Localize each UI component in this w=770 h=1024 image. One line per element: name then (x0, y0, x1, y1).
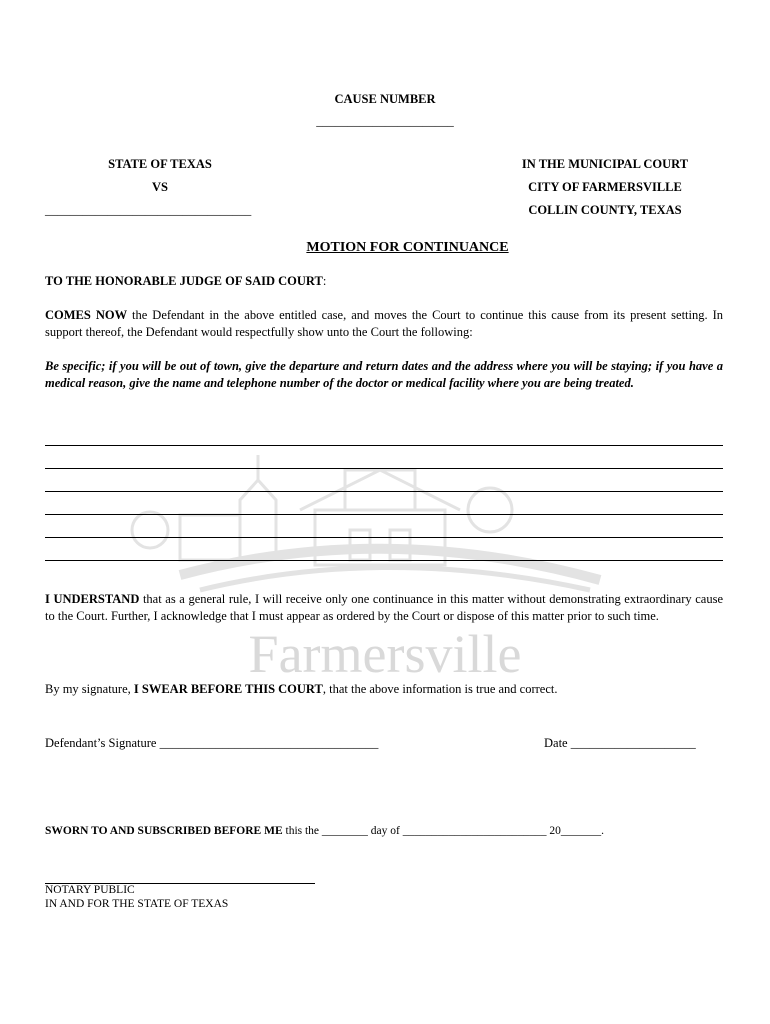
answer-line-3[interactable] (45, 491, 723, 492)
notary-line1: NOTARY PUBLIC (45, 884, 135, 896)
swear-statement (45, 682, 558, 697)
date-blank[interactable]: ____________________ (570, 736, 696, 750)
understand-paragraph (45, 591, 723, 625)
intro-paragraph (45, 307, 723, 341)
cause-number-blank: ______________________ (316, 114, 454, 128)
sworn-year-prefix: 20 (546, 825, 561, 837)
court-line3: COLLIN COUNTY, TEXAS (528, 203, 682, 217)
intro-body: the Defendant in the above entitled case, and moves the Court to continue this cause from its present setting. In support thereof, the Defendant would respectfully show unto the Court the following: (45, 308, 724, 339)
sworn-day-blank[interactable]: ________ (321, 825, 368, 837)
sworn-period: . (601, 825, 604, 837)
watermark-text: Farmersville (248, 624, 522, 684)
notary-line2: IN AND FOR THE STATE OF TEXAS (45, 898, 229, 910)
sworn-statement (45, 825, 604, 837)
answer-line-1[interactable] (45, 445, 723, 446)
defendant-name-blank: _________________________________ (45, 203, 252, 217)
instructions: Be specific; if you will be out of town, give the departure and return dates and the address where you will be staying; if you have a medical reason, give the name and telephone number of the doctor or medical facility where you are being treated. (45, 359, 723, 390)
cause-number-label: CAUSE NUMBER (334, 92, 436, 106)
answer-line-5[interactable] (45, 537, 723, 538)
court-line2: CITY OF FARMERSVILLE (528, 180, 682, 194)
sworn-year-blank[interactable]: _______ (560, 825, 602, 837)
sworn-month-blank[interactable]: _________________________ (402, 825, 547, 837)
answer-line-4[interactable] (45, 514, 723, 515)
answer-line-2[interactable] (45, 468, 723, 469)
salutation-suffix: : (322, 274, 327, 288)
sworn-this-the: this the (282, 825, 322, 837)
signature-label: Defendant’s Signature (45, 736, 157, 750)
document-title: MOTION FOR CONTINUANCE (306, 240, 509, 255)
swear-bold: I SWEAR BEFORE THIS COURT (133, 682, 323, 696)
answer-line-6[interactable] (45, 560, 723, 561)
sworn-bold: SWORN TO AND SUBSCRIBED BEFORE ME (45, 825, 283, 837)
swear-post: , that the above information is true and correct. (322, 682, 558, 696)
salutation (45, 274, 326, 289)
versus: VS (152, 180, 168, 194)
date-row (544, 736, 696, 751)
sworn-day-of: day of (367, 825, 403, 837)
signature-row (45, 736, 378, 751)
understand-body: that as a general rule, I will receive only one continuance in this matter without demonstrating extraordinary cause to the Court. Further, I acknowledge that I must appear as ordered by the Court or dispose of this matter prior to such time. (45, 592, 723, 623)
understand-lead: I UNDERSTAND (45, 592, 140, 606)
swear-pre: By my signature, (45, 682, 134, 696)
signature-blank[interactable]: ___________________________________ (159, 736, 379, 750)
intro-lead: COMES NOW (45, 308, 128, 322)
court-line1: IN THE MUNICIPAL COURT (521, 157, 689, 171)
salutation-text: TO THE HONORABLE JUDGE OF SAID COURT (45, 274, 323, 288)
date-label: Date (544, 736, 568, 750)
left-party: STATE OF TEXAS (108, 157, 212, 171)
